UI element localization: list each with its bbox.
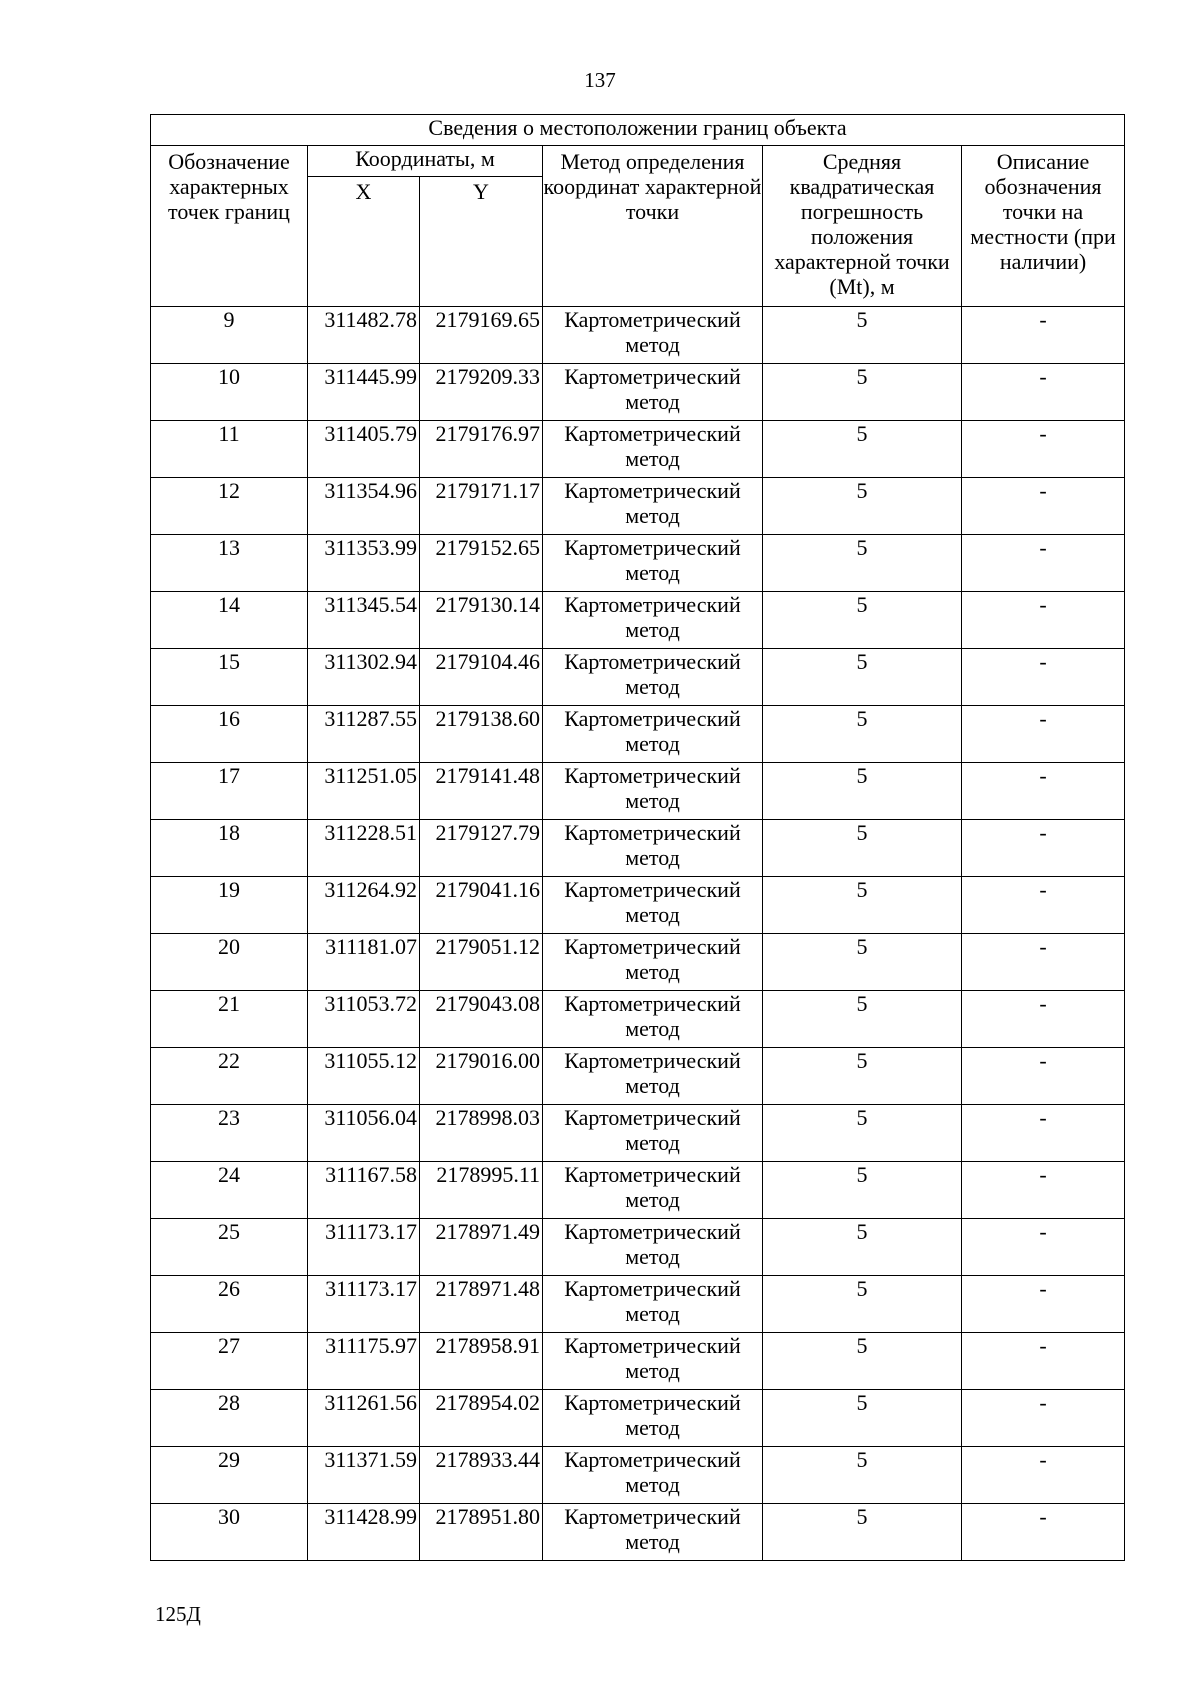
x-coordinate-cell: 311173.17 bbox=[308, 1219, 420, 1276]
table-row bbox=[151, 364, 1125, 421]
y-coordinate-cell: 2179127.79 bbox=[420, 820, 543, 877]
header-error: Средняя квадратическая погрешность положения характерной точки (Mt), м bbox=[763, 146, 962, 307]
table-row bbox=[151, 307, 1125, 364]
table-row bbox=[151, 421, 1125, 478]
y-coordinate-cell: 2178995.11 bbox=[420, 1162, 543, 1219]
table-row bbox=[151, 1105, 1125, 1162]
method-cell: Картометрический метод bbox=[543, 1048, 763, 1105]
point-cell: 29 bbox=[151, 1447, 308, 1504]
table-row bbox=[151, 1333, 1125, 1390]
description-cell: - bbox=[962, 478, 1125, 535]
y-coordinate-cell: 2178954.02 bbox=[420, 1390, 543, 1447]
table-row bbox=[151, 649, 1125, 706]
x-coordinate-cell: 311053.72 bbox=[308, 991, 420, 1048]
error-cell: 5 bbox=[763, 592, 962, 649]
point-cell: 21 bbox=[151, 991, 308, 1048]
y-coordinate-cell: 2179130.14 bbox=[420, 592, 543, 649]
method-cell: Картометрический метод bbox=[543, 649, 763, 706]
method-cell: Картометрический метод bbox=[543, 991, 763, 1048]
x-coordinate-cell: 311175.97 bbox=[308, 1333, 420, 1390]
y-coordinate-cell: 2179152.65 bbox=[420, 535, 543, 592]
x-coordinate-cell: 311428.99 bbox=[308, 1504, 420, 1561]
method-cell: Картометрический метод bbox=[543, 478, 763, 535]
table-row bbox=[151, 934, 1125, 991]
header-y: Y bbox=[420, 177, 543, 307]
header-x: X bbox=[308, 177, 420, 307]
point-cell: 28 bbox=[151, 1390, 308, 1447]
page-number: 137 bbox=[584, 68, 616, 92]
method-cell: Картометрический метод bbox=[543, 820, 763, 877]
point-cell: 23 bbox=[151, 1105, 308, 1162]
y-coordinate-cell: 2178971.48 bbox=[420, 1276, 543, 1333]
table-row bbox=[151, 1048, 1125, 1105]
point-cell: 9 bbox=[151, 307, 308, 364]
x-coordinate-cell: 311173.17 bbox=[308, 1276, 420, 1333]
point-cell: 24 bbox=[151, 1162, 308, 1219]
description-cell: - bbox=[962, 1048, 1125, 1105]
point-cell: 25 bbox=[151, 1219, 308, 1276]
x-coordinate-cell: 311405.79 bbox=[308, 421, 420, 478]
table-row bbox=[151, 1390, 1125, 1447]
y-coordinate-cell: 2179138.60 bbox=[420, 706, 543, 763]
description-cell: - bbox=[962, 991, 1125, 1048]
y-coordinate-cell: 2179051.12 bbox=[420, 934, 543, 991]
x-coordinate-cell: 311228.51 bbox=[308, 820, 420, 877]
error-cell: 5 bbox=[763, 820, 962, 877]
point-cell: 13 bbox=[151, 535, 308, 592]
description-cell: - bbox=[962, 649, 1125, 706]
method-cell: Картометрический метод bbox=[543, 1105, 763, 1162]
boundary-coordinates-table bbox=[150, 114, 1125, 1561]
x-coordinate-cell: 311264.92 bbox=[308, 877, 420, 934]
point-cell: 27 bbox=[151, 1333, 308, 1390]
description-cell: - bbox=[962, 1504, 1125, 1561]
point-cell: 15 bbox=[151, 649, 308, 706]
error-cell: 5 bbox=[763, 877, 962, 934]
point-cell: 10 bbox=[151, 364, 308, 421]
description-cell: - bbox=[962, 1162, 1125, 1219]
x-coordinate-cell: 311055.12 bbox=[308, 1048, 420, 1105]
point-cell: 20 bbox=[151, 934, 308, 991]
table-row bbox=[151, 1219, 1125, 1276]
y-coordinate-cell: 2179176.97 bbox=[420, 421, 543, 478]
description-cell: - bbox=[962, 1105, 1125, 1162]
y-coordinate-cell: 2179043.08 bbox=[420, 991, 543, 1048]
error-cell: 5 bbox=[763, 1276, 962, 1333]
method-cell: Картометрический метод bbox=[543, 706, 763, 763]
error-cell: 5 bbox=[763, 1447, 962, 1504]
table-row bbox=[151, 1162, 1125, 1219]
error-cell: 5 bbox=[763, 1390, 962, 1447]
x-coordinate-cell: 311251.05 bbox=[308, 763, 420, 820]
y-coordinate-cell: 2178998.03 bbox=[420, 1105, 543, 1162]
table-row bbox=[151, 1447, 1125, 1504]
point-cell: 17 bbox=[151, 763, 308, 820]
method-cell: Картометрический метод bbox=[543, 592, 763, 649]
y-coordinate-cell: 2178933.44 bbox=[420, 1447, 543, 1504]
description-cell: - bbox=[962, 307, 1125, 364]
x-coordinate-cell: 311287.55 bbox=[308, 706, 420, 763]
y-coordinate-cell: 2179104.46 bbox=[420, 649, 543, 706]
error-cell: 5 bbox=[763, 1504, 962, 1561]
y-coordinate-cell: 2179209.33 bbox=[420, 364, 543, 421]
method-cell: Картометрический метод bbox=[543, 877, 763, 934]
method-cell: Картометрический метод bbox=[543, 934, 763, 991]
method-cell: Картометрический метод bbox=[543, 307, 763, 364]
description-cell: - bbox=[962, 877, 1125, 934]
point-cell: 11 bbox=[151, 421, 308, 478]
table-row bbox=[151, 820, 1125, 877]
x-coordinate-cell: 311353.99 bbox=[308, 535, 420, 592]
table-row bbox=[151, 478, 1125, 535]
method-cell: Картометрический метод bbox=[543, 364, 763, 421]
method-cell: Картометрический метод bbox=[543, 1390, 763, 1447]
point-cell: 30 bbox=[151, 1504, 308, 1561]
error-cell: 5 bbox=[763, 934, 962, 991]
error-cell: 5 bbox=[763, 991, 962, 1048]
point-cell: 14 bbox=[151, 592, 308, 649]
description-cell: - bbox=[962, 763, 1125, 820]
y-coordinate-cell: 2178958.91 bbox=[420, 1333, 543, 1390]
x-coordinate-cell: 311345.54 bbox=[308, 592, 420, 649]
table-row bbox=[151, 706, 1125, 763]
table-row bbox=[151, 991, 1125, 1048]
table-row bbox=[151, 763, 1125, 820]
description-cell: - bbox=[962, 535, 1125, 592]
y-coordinate-cell: 2179169.65 bbox=[420, 307, 543, 364]
error-cell: 5 bbox=[763, 1333, 962, 1390]
header-method: Метод определения координат характерной точки bbox=[543, 146, 763, 307]
error-cell: 5 bbox=[763, 649, 962, 706]
method-cell: Картометрический метод bbox=[543, 421, 763, 478]
y-coordinate-cell: 2178971.49 bbox=[420, 1219, 543, 1276]
error-cell: 5 bbox=[763, 1162, 962, 1219]
table-row bbox=[151, 535, 1125, 592]
description-cell: - bbox=[962, 820, 1125, 877]
method-cell: Картометрический метод bbox=[543, 1333, 763, 1390]
error-cell: 5 bbox=[763, 364, 962, 421]
x-coordinate-cell: 311167.58 bbox=[308, 1162, 420, 1219]
error-cell: 5 bbox=[763, 1105, 962, 1162]
point-cell: 19 bbox=[151, 877, 308, 934]
description-cell: - bbox=[962, 1447, 1125, 1504]
description-cell: - bbox=[962, 1276, 1125, 1333]
error-cell: 5 bbox=[763, 1048, 962, 1105]
description-cell: - bbox=[962, 364, 1125, 421]
x-coordinate-cell: 311181.07 bbox=[308, 934, 420, 991]
x-coordinate-cell: 311261.56 bbox=[308, 1390, 420, 1447]
table-caption: Сведения о местоположении границ объекта bbox=[151, 115, 1125, 146]
header-description: Описание обозначения точки на местности (при наличии) bbox=[962, 146, 1125, 307]
method-cell: Картометрический метод bbox=[543, 763, 763, 820]
error-cell: 5 bbox=[763, 421, 962, 478]
point-cell: 12 bbox=[151, 478, 308, 535]
x-coordinate-cell: 311371.59 bbox=[308, 1447, 420, 1504]
table-row bbox=[151, 592, 1125, 649]
method-cell: Картометрический метод bbox=[543, 1219, 763, 1276]
point-cell: 18 bbox=[151, 820, 308, 877]
point-cell: 26 bbox=[151, 1276, 308, 1333]
x-coordinate-cell: 311056.04 bbox=[308, 1105, 420, 1162]
description-cell: - bbox=[962, 592, 1125, 649]
x-coordinate-cell: 311354.96 bbox=[308, 478, 420, 535]
error-cell: 5 bbox=[763, 535, 962, 592]
description-cell: - bbox=[962, 1333, 1125, 1390]
x-coordinate-cell: 311482.78 bbox=[308, 307, 420, 364]
description-cell: - bbox=[962, 421, 1125, 478]
method-cell: Картометрический метод bbox=[543, 1162, 763, 1219]
point-cell: 22 bbox=[151, 1048, 308, 1105]
method-cell: Картометрический метод bbox=[543, 535, 763, 592]
description-cell: - bbox=[962, 1219, 1125, 1276]
error-cell: 5 bbox=[763, 763, 962, 820]
y-coordinate-cell: 2179141.48 bbox=[420, 763, 543, 820]
error-cell: 5 bbox=[763, 706, 962, 763]
description-cell: - bbox=[962, 934, 1125, 991]
table-row bbox=[151, 1504, 1125, 1561]
description-cell: - bbox=[962, 1390, 1125, 1447]
description-cell: - bbox=[962, 706, 1125, 763]
x-coordinate-cell: 311302.94 bbox=[308, 649, 420, 706]
header-point-label: Обозначение характерных точек границ bbox=[151, 146, 308, 307]
y-coordinate-cell: 2179041.16 bbox=[420, 877, 543, 934]
error-cell: 5 bbox=[763, 478, 962, 535]
y-coordinate-cell: 2179171.17 bbox=[420, 478, 543, 535]
document-code: 125Д bbox=[155, 1602, 201, 1626]
y-coordinate-cell: 2178951.80 bbox=[420, 1504, 543, 1561]
table-row bbox=[151, 877, 1125, 934]
method-cell: Картометрический метод bbox=[543, 1276, 763, 1333]
method-cell: Картометрический метод bbox=[543, 1504, 763, 1561]
x-coordinate-cell: 311445.99 bbox=[308, 364, 420, 421]
error-cell: 5 bbox=[763, 1219, 962, 1276]
table-row bbox=[151, 1276, 1125, 1333]
header-coordinates: Координаты, м bbox=[308, 146, 543, 177]
method-cell: Картометрический метод bbox=[543, 1447, 763, 1504]
point-cell: 16 bbox=[151, 706, 308, 763]
error-cell: 5 bbox=[763, 307, 962, 364]
y-coordinate-cell: 2179016.00 bbox=[420, 1048, 543, 1105]
